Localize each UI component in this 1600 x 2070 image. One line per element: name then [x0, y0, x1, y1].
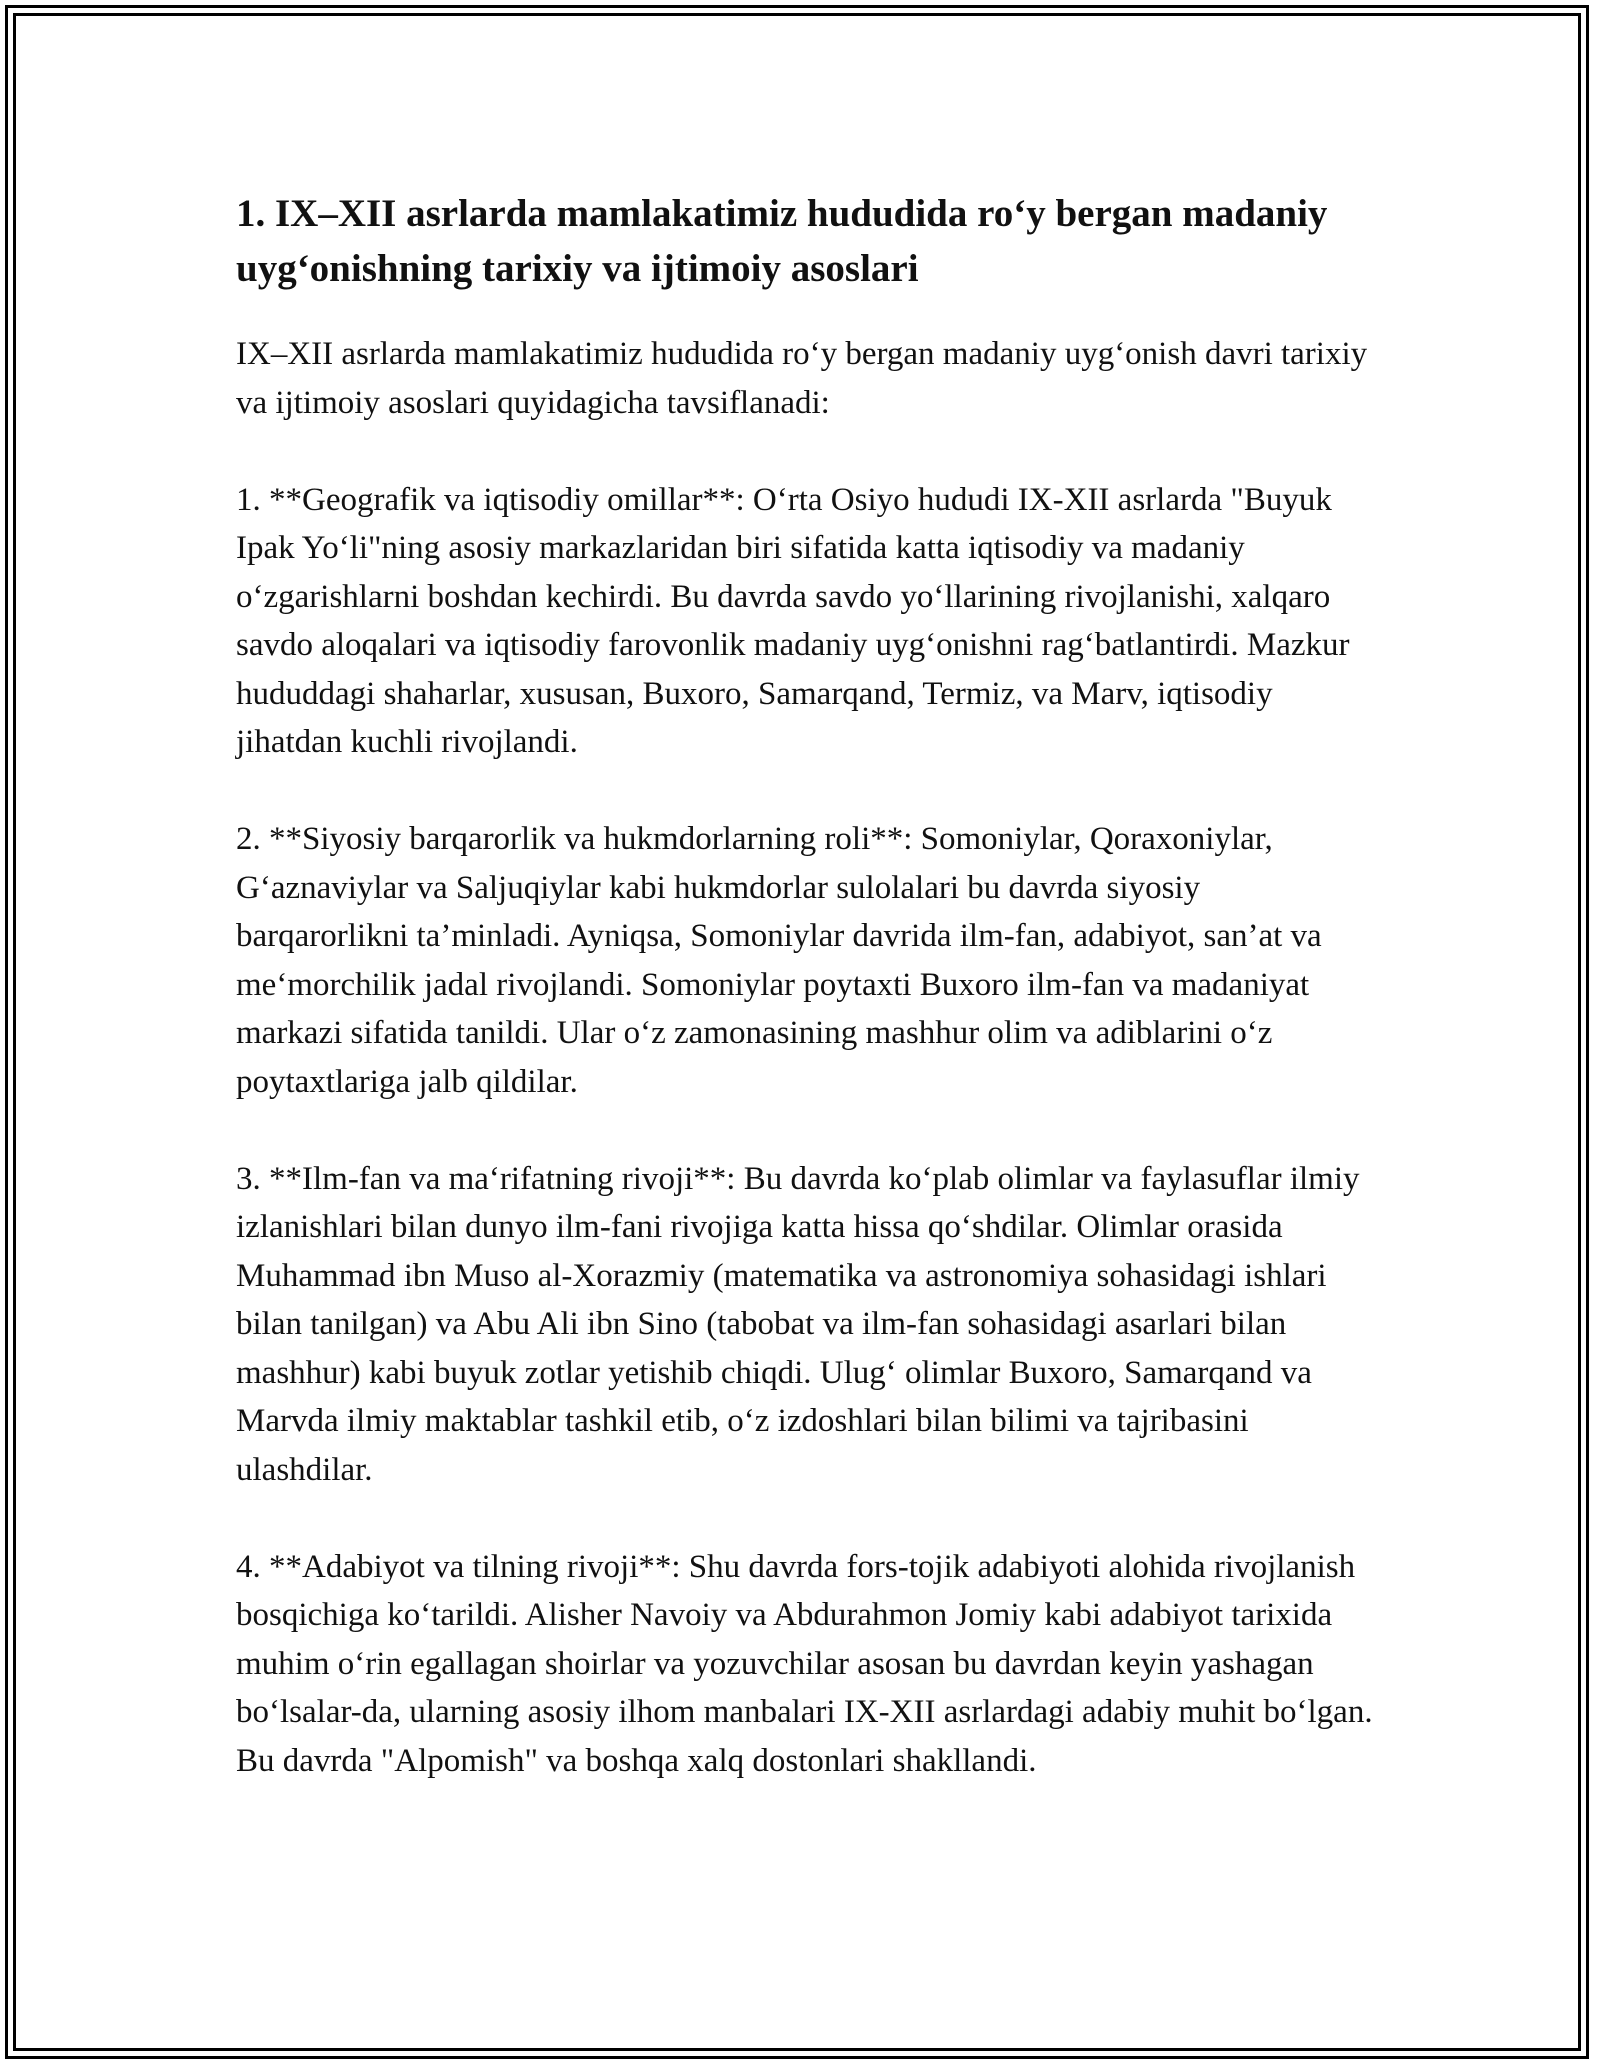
document-body: [236, 186, 1376, 1785]
section-heading: 1. IX–XII asrlarda mamlakatimiz hududida ro‘y bergan madaniy uyg‘onishning tarixiy va ijtimoiy asoslari: [236, 192, 1328, 290]
list-item-1: 1. **Geografik va iqtisodiy omillar**: O‘rta Osiyo hududi IX-XII asrlarda "Buyuk Ipak Yo‘li"ning asosiy markazlaridan biri sifatida katta iqtisodiy va madaniy o‘zgarishlarni boshdan kechirdi. Bu davrda savdo yo‘llarining rivojlanishi, xalqaro savdo aloqalari va iqtisodiy farovonlik madaniy uyg‘onishni rag‘batlantirdi. Mazkur hududdagi shaharlar, xususan, Buxoro, Samarqand, Termiz, va Marv, iqtisodiy jihatdan kuchli rivojlandi.: [236, 481, 1350, 760]
list-item-2: 2. **Siyosiy barqarorlik va hukmdorlarning roli**: Somoniylar, Qoraxoniylar, G‘aznaviylar va Saljuqiylar kabi hukmdorlar sulolalari bu davrda siyosiy barqarorlikni ta’minladi. Ayniqsa, Somoniylar davrida ilm-fan, adabiyot, san’at va me‘morchilik jadal rivojlandi. Somoniylar poytaxti Buxoro ilm-fan va madaniyat markazi sifatida tanildi. Ular o‘z zamonasining mashhur olim va adiblarini o‘z poytaxtlariga jalb qildilar.: [236, 821, 1322, 1100]
list-item-3: 3. **Ilm-fan va ma‘rifatning rivoji**: Bu davrda ko‘plab olimlar va faylasuflar ilmiy izlanishlari bilan dunyo ilm-fani rivojiga katta hissa qo‘shdilar. Olimlar orasida Muhammad ibn Muso al-Xorazmiy (matematika va astronomiya sohasidagi ishlari bilan tanilgan) va Abu Ali ibn Sino (tabobat va ilm-fan sohasidagi asarlari bilan mashhur) kabi buyuk zotlar yetishib chiqdi. Ulug‘ olimlar Buxoro, Samarqand va Marvda ilmiy maktablar tashkil etib, o‘z izdoshlari bilan bilimi va tajribasini ulashdilar.: [236, 1160, 1360, 1488]
intro-paragraph: IX–XII asrlarda mamlakatimiz hududida ro‘y bergan madaniy uyg‘onish davri tarixiy va ijtimoiy asoslari quyidagicha tavsiflanadi:: [236, 336, 1368, 421]
list-item-4: 4. **Adabiyot va tilning rivoji**: Shu davrda fors-tojik adabiyoti alohida rivojlanish bosqichiga ko‘tarildi. Alisher Navoiy va Abdurahmon Jomiy kabi adabiyot tarixida muhim o‘rin egallagan shoirlar va yozuvchilar asosan bu davrdan keyin yashagan bo‘lsalar-da, ularning asosiy ilhom manbalari IX-XII asrlardagi adabiy muhit bo‘lgan. Bu davrda "Alpomish" va boshqa xalq dostonlari shakllandi.: [236, 1548, 1373, 1779]
